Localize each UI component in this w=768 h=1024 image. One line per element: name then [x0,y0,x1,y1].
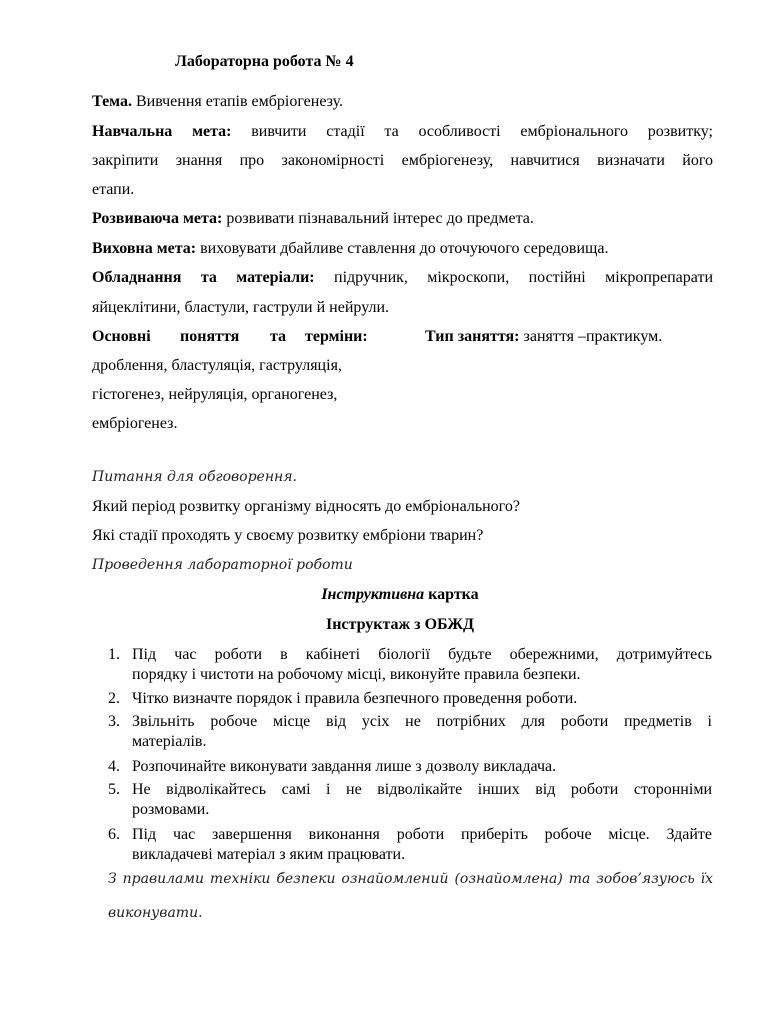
obl-label: Обладнання та матеріали: [92,269,315,286]
instruktazh-title: Інструктаж з ОБЖД [325,616,475,633]
list-item-number: 5. [108,781,120,798]
osn-word-3: та [270,328,287,345]
vykh-label: Виховна мета: [92,240,197,257]
question-2: Які стадії проходять у своєму розвитку ембріони тварин? [92,527,484,544]
list-item-number: 1. [108,646,120,663]
osn-word-4: терміни: [305,328,368,345]
rozv-line [92,209,534,229]
list-item [132,645,712,685]
question-1: Який період розвитку організму відносять до ембріонального? [92,498,520,515]
obl-line-1 [92,268,713,288]
questions-heading: Питання для обговорення. [92,469,297,485]
typ-line [425,327,662,347]
navch-line-3: етапи. [92,181,135,198]
list-item-line-2: розмовами. [132,801,210,818]
tema-line [92,92,343,112]
list-item [132,825,712,865]
card-title-italic: Інструктивна [321,586,425,603]
vykh-line [92,239,608,259]
list-item-line-1: Під час завершення виконання роботи приберіть робоче місце. Здайте [132,826,712,843]
list-item-line-1: Розпочинайте виконувати завдання лише з дозволу викладача. [132,758,557,775]
card-title-rest: картка [424,586,479,603]
osn-line-2: дроблення, бластуляція, гаструляція, [92,357,342,374]
tema-text: Вивчення етапів ембріогенезу. [131,93,344,110]
obl-text-1: підручник, мікроскопи, постійні мікропрепарати [314,269,714,286]
vykh-text: виховувати дбайливе ставлення до оточуючого середовища. [196,240,609,257]
list-item-line-1: Під час роботи в кабінеті біології будьте обережними, дотримуйтесь [132,646,712,663]
list-item-number: 6. [108,826,120,843]
list-item-number: 3. [108,713,120,730]
list-item-line-2: порядку і чистоти на робочому місці, виконуйте правила безпеки. [132,666,581,683]
rozv-text: розвивати пізнавальний інтерес до предмета. [222,210,534,227]
obl-line-2: яйцеклітини, бластули, гаструли й нейрули. [92,299,390,316]
page-title: Лабораторна робота № 4 [175,53,354,70]
list-item-line-2: викладачеві матеріал з яким працювати. [132,846,406,863]
osn-word-1: Основні [92,328,151,345]
card-title [0,585,768,605]
list-item [132,757,712,777]
list-item-line-1: Не відволікайтесь самі і не відволікайте інших від роботи сторонніми [132,781,712,798]
typ-label: Тип заняття: [425,328,520,345]
list-item [132,689,712,709]
list-item-number: 4. [108,758,120,775]
list-item [132,712,712,752]
osn-line-4: ембріогенез. [92,415,178,432]
list-item-line-2: матеріалів. [132,733,207,750]
list-item-line-1: Чітко визначте порядок і правила безпечного проведення роботи. [132,690,578,707]
footer-note: З правилами техніки безпеки ознайомлений (ознайомлена) та зобов’язуюсь їх виконувати. [108,871,713,921]
osn-line-3: гістогенез, нейруляція, органогенез, [92,386,338,403]
navch-line-2: закріпити знання про закономірності ембріогенезу, навчитися визначати його [92,152,713,169]
navch-label: Навчальна мета: [92,123,232,140]
typ-text: заняття –практикум. [519,328,663,345]
provedennia-heading: Проведення лабораторної роботи [92,557,353,573]
rozv-label: Розвиваюча мета: [92,210,223,227]
tema-label: Тема. [92,93,132,110]
list-item-line-1: Звільніть робоче місце від усіх не потрібних для роботи предметів і [132,713,712,730]
navch-line-1 [92,122,713,142]
osn-word-2: поняття [180,328,240,345]
list-item [132,780,712,820]
navch-text-1: вивчити стадії та особливості ембріонального розвитку; [231,123,713,140]
list-item-number: 2. [108,690,120,707]
